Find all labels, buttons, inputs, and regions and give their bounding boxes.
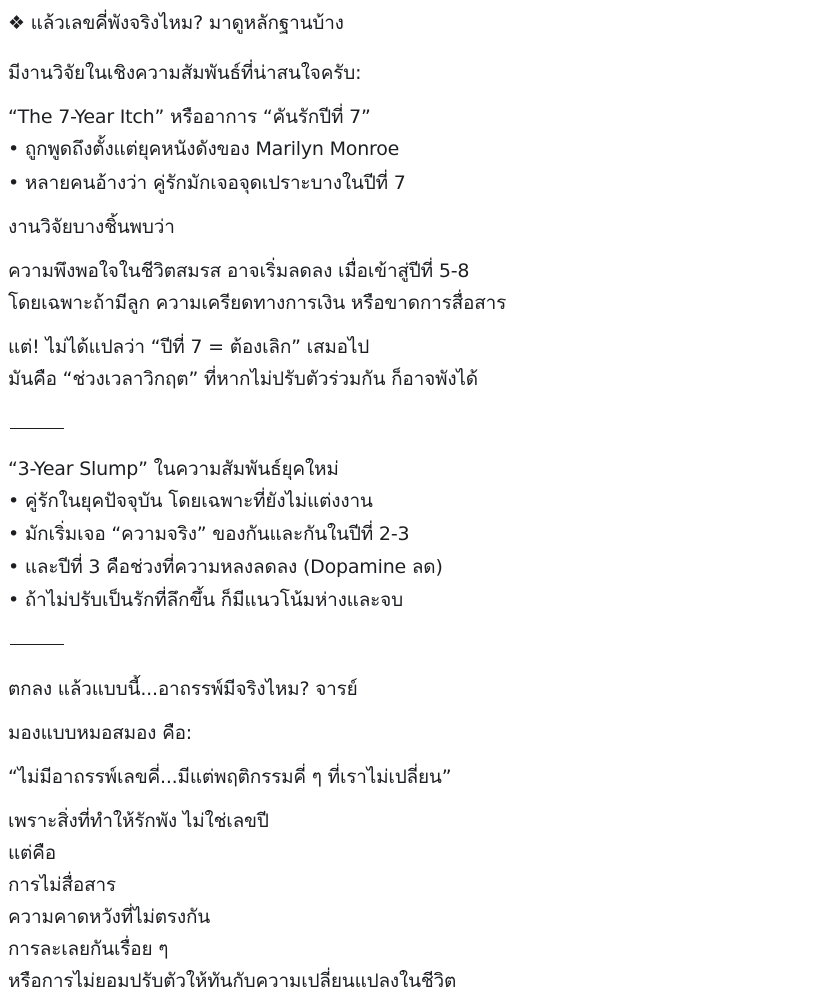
slump-bullet-2: • มักเริ่มเจอ “ความจริง” ของกันและกันในปีที่ 2-3 xyxy=(8,523,410,545)
caveat-line-1: แต่! ไม่ได้แปลว่า “ปีที่ 7 = ต้องเลิก” เสมอไป xyxy=(8,336,370,358)
slump-title: “3-Year Slump” ในความสัมพันธ์ยุคใหม่ xyxy=(8,458,339,480)
quote-text: “ไม่มีอาถรรพ์เลขคี่...มีแต่พฤติกรรมคี่ ๆ ที่เราไม่เปลี่ยน” xyxy=(8,766,452,788)
caveat-line-2: มันคือ “ช่วงเวลาวิกฤต” ที่หากไม่ปรับตัวร่วมกัน ก็อาจพังได้ xyxy=(8,368,478,390)
reason-line-5: การละเลยกันเรื่อย ๆ xyxy=(8,938,169,960)
research-intro: งานวิจัยบางชิ้นพบว่า xyxy=(8,216,175,238)
section-heading: ❖ แล้วเลขคี่พังจริงไหม? มาดูหลักฐานบ้าง xyxy=(8,12,344,34)
reason-line-3: การไม่สื่อสาร xyxy=(8,874,116,896)
conclusion-question: ตกลง แล้วแบบนี้...อาถรรพ์มีจริงไหม? จารย์ xyxy=(8,678,358,700)
itch-bullet-2: • หลายคนอ้างว่า คู่รักมักเจอจุดเปราะบางในปีที่ 7 xyxy=(8,172,406,194)
slump-bullet-3: • และปีที่ 3 คือช่วงที่ความหลงลดลง (Dopamine ลด) xyxy=(8,556,443,578)
reason-line-1: เพราะสิ่งที่ทำให้รักพัง ไม่ใช่เลขปี xyxy=(8,810,269,832)
research-line-1: ความพึงพอใจในชีวิตสมรส อาจเริ่มลดลง เมื่อเข้าสู่ปีที่ 5-8 xyxy=(8,260,470,282)
reason-line-2: แต่คือ xyxy=(8,842,56,864)
view-intro: มองแบบหมอสมอง คือ: xyxy=(8,722,193,744)
slump-bullet-1: • คู่รักในยุคปัจจุบัน โดยเฉพาะที่ยังไม่แต่งงาน xyxy=(8,490,373,512)
slump-bullet-4: • ถ้าไม่ปรับเป็นรักที่ลึกขึ้น ก็มีแนวโน้มห่างและจบ xyxy=(8,589,403,611)
research-line-2: โดยเฉพาะถ้ามีลูก ความเครียดทางการเงิน หรือขาดการสื่อสาร xyxy=(8,292,507,314)
itch-bullet-1: • ถูกพูดถึงตั้งแต่ยุคหนังดังของ Marilyn Monroe xyxy=(8,138,400,160)
section-divider xyxy=(10,644,64,645)
section-divider xyxy=(10,428,64,429)
intro-text: มีงานวิจัยในเชิงความสัมพันธ์ที่น่าสนใจครับ: xyxy=(8,62,362,84)
reason-line-4: ความคาดหวังที่ไม่ตรงกัน xyxy=(8,906,211,928)
reason-line-6: หรือการไม่ยอมปรับตัวให้ทันกับความเปลี่ยนแปลงในชีวิต xyxy=(8,970,457,992)
itch-title: “The 7-Year Itch” หรืออาการ “คันรักปีที่ 7” xyxy=(8,106,371,128)
